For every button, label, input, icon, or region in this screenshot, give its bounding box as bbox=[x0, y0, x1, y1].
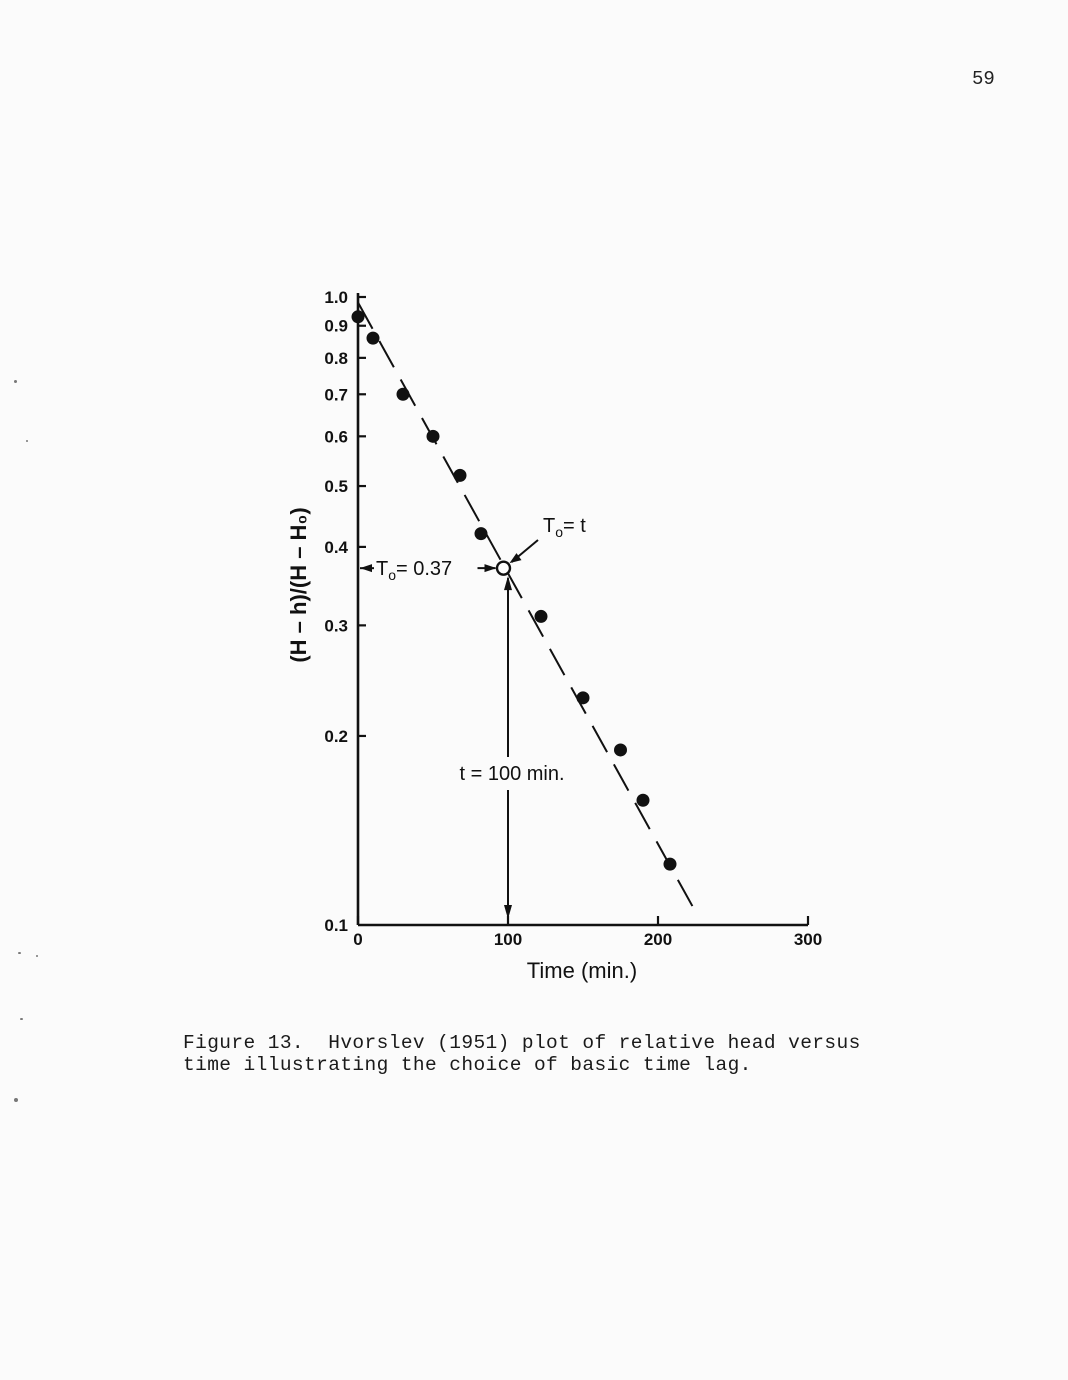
y-axis-label: (H – h)/(H – H₀) bbox=[286, 507, 311, 663]
y-tick-label-0.7: 0.7 bbox=[324, 385, 348, 405]
data-point-5 bbox=[454, 469, 467, 482]
annotations bbox=[360, 515, 586, 919]
data-point-1 bbox=[352, 310, 365, 323]
data-point-4 bbox=[427, 430, 440, 443]
scan-speck bbox=[14, 1098, 18, 1102]
data-point-10 bbox=[637, 794, 650, 807]
data-point-6 bbox=[475, 527, 488, 540]
scan-speck bbox=[20, 1018, 23, 1020]
x-tick-label-0: 0 bbox=[353, 930, 363, 949]
chart-ticks bbox=[324, 288, 822, 949]
data-point-9 bbox=[614, 743, 627, 756]
x-tick-label-100: 100 bbox=[493, 930, 523, 949]
y-tick-label-0.9: 0.9 bbox=[324, 316, 348, 336]
y-tick-label-0.6: 0.6 bbox=[324, 427, 348, 447]
h-arrow-left-head bbox=[360, 564, 372, 572]
data-point-8 bbox=[577, 691, 590, 704]
scan-speck bbox=[26, 440, 28, 442]
open-point-t0 bbox=[497, 562, 510, 575]
y-tick-label-0.4: 0.4 bbox=[324, 537, 348, 557]
x-axis-label: Time (min.) bbox=[526, 958, 638, 983]
x-tick-label-300: 300 bbox=[793, 930, 823, 949]
data-point-7 bbox=[535, 610, 548, 623]
scan-speck bbox=[14, 380, 17, 383]
figure-caption-line-2: time illustrating the choice of basic time lag. bbox=[183, 1054, 752, 1076]
y-tick-label-0.8: 0.8 bbox=[324, 348, 348, 368]
data-point-11 bbox=[664, 858, 677, 871]
y-tick-label-0.5: 0.5 bbox=[324, 477, 348, 497]
x-tick-label-200: 200 bbox=[643, 930, 673, 949]
y-tick-label-0.2: 0.2 bbox=[324, 726, 348, 746]
t0-equals-t-label: $T_o= t$ bbox=[543, 515, 586, 540]
page-number: 59 bbox=[972, 68, 995, 90]
y-tick-label-0.3: 0.3 bbox=[324, 616, 348, 636]
data-point-2 bbox=[367, 332, 380, 345]
scan-speck bbox=[18, 952, 21, 954]
chart-axes bbox=[358, 293, 808, 925]
data-points bbox=[352, 310, 677, 870]
scan-speck bbox=[36, 955, 38, 957]
time-100-label: t = 100 min. bbox=[459, 763, 565, 785]
figure-caption-line-1: Figure 13. Hvorslev (1951) plot of relative head versus bbox=[183, 1032, 861, 1054]
v-arrow-down-head bbox=[504, 905, 512, 919]
y-tick-label-1.0: 1.0 bbox=[324, 288, 348, 307]
y-tick-label-0.1: 0.1 bbox=[324, 916, 348, 935]
h-arrow-right-head bbox=[485, 564, 497, 572]
data-point-3 bbox=[397, 388, 410, 401]
t0-equals-037-label: $T_o= 0.37$ bbox=[376, 558, 453, 584]
